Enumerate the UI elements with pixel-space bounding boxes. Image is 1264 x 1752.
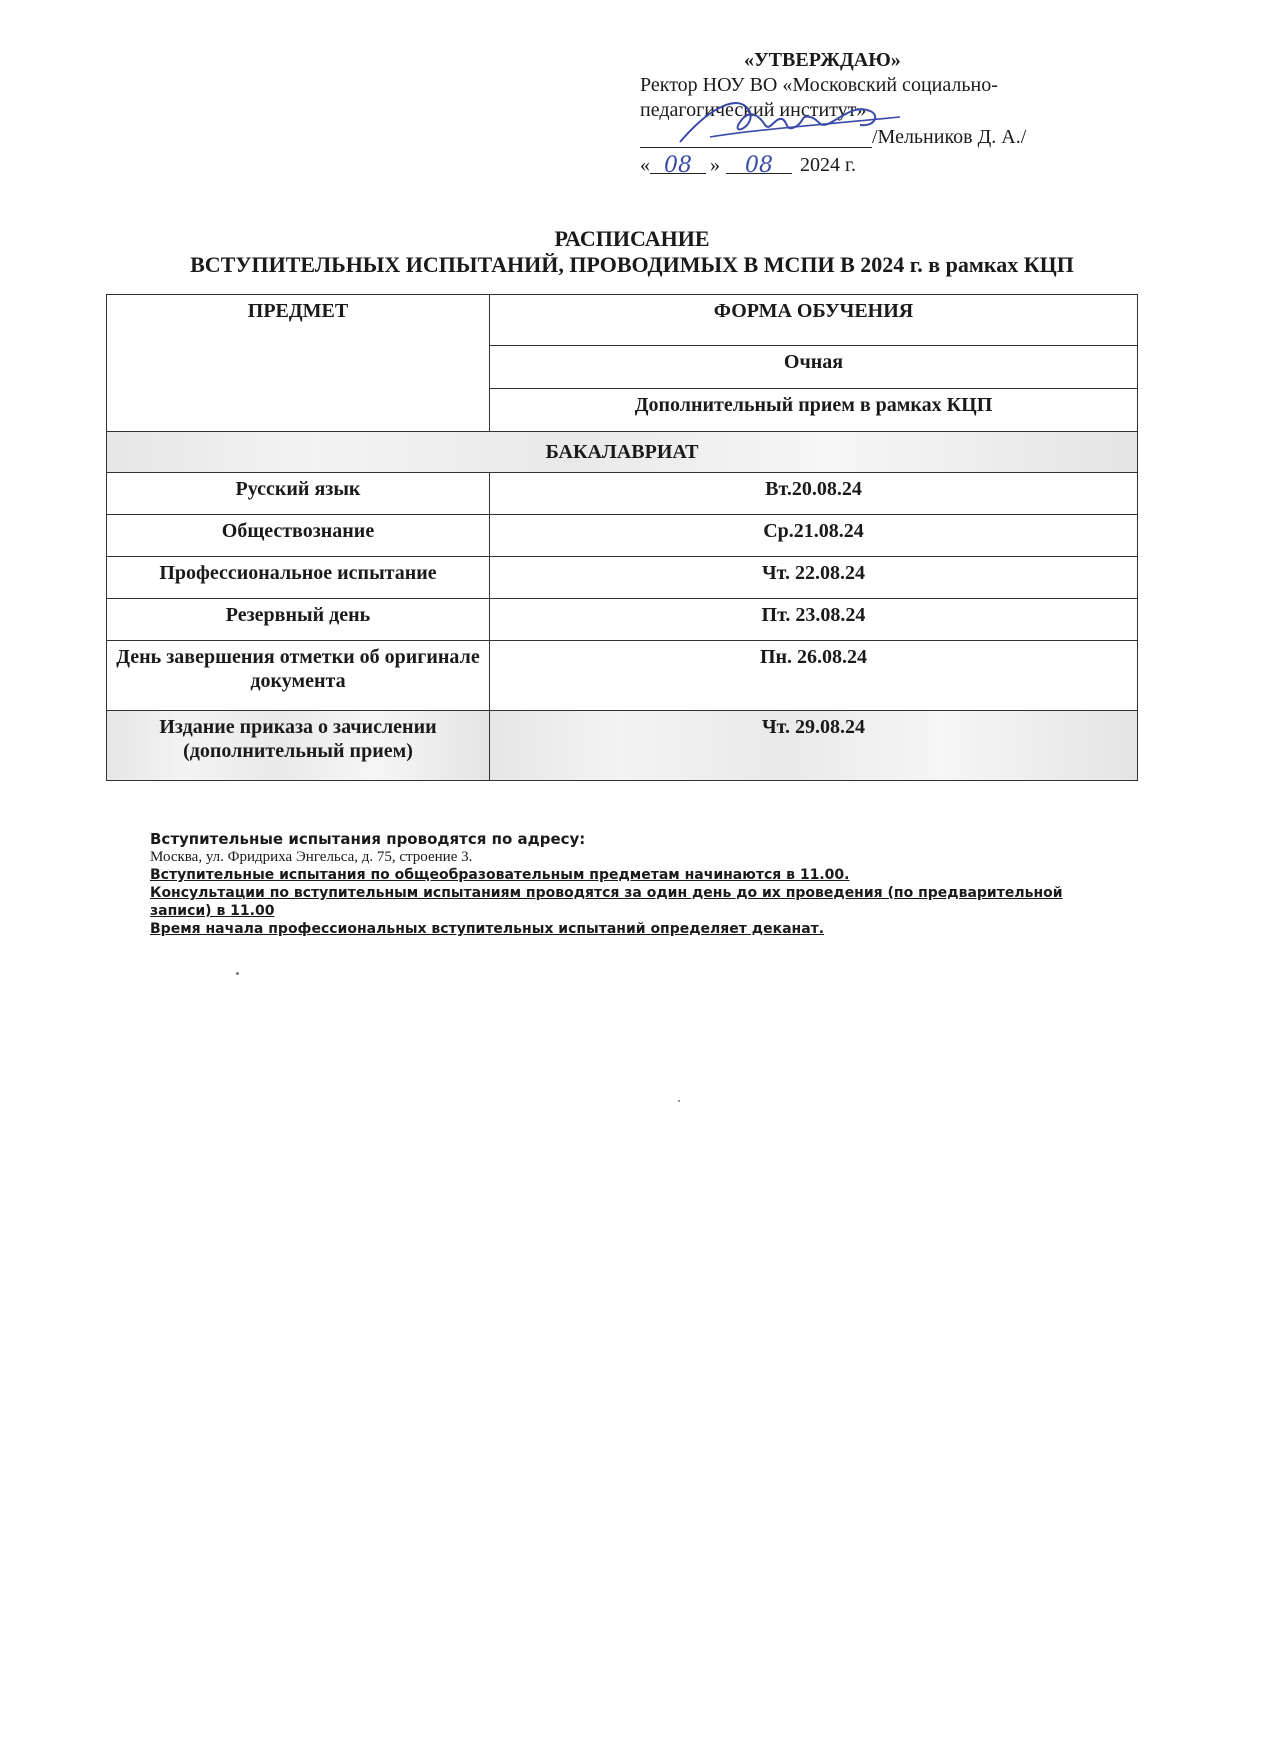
date-day: 08 <box>650 153 706 174</box>
note-start-time: Вступительные испытания по общеобразовательным предметам начинаются в 11.00. <box>150 867 850 883</box>
row-subject: Резервный день <box>107 599 490 641</box>
table-row <box>107 599 1138 641</box>
row-date: Пт. 23.08.24 <box>490 599 1138 641</box>
row-subject: Издание приказа о зачислении (дополнительный прием) <box>107 711 490 781</box>
form-header: ФОРМА ОБУЧЕНИЯ <box>490 295 1138 346</box>
note-professional-tests: Время начала профессиональных вступительных испытаний определяет деканат. <box>150 921 825 937</box>
approval-block <box>640 48 1080 179</box>
approval-institute-line: педагогический институт» <box>640 99 867 121</box>
row-date: Чт. 29.08.24 <box>490 711 1138 781</box>
date-year: 2024 г. <box>800 154 856 176</box>
signature-underline <box>640 147 872 148</box>
table-row <box>107 557 1138 599</box>
notes-block <box>150 830 1110 938</box>
address-label: Вступительные испытания проводятся по адресу: <box>150 830 586 848</box>
level-band: БАКАЛАВРИАТ <box>107 432 1138 473</box>
approval-title: «УТВЕРЖДАЮ» <box>744 49 901 71</box>
scan-speck <box>236 972 239 975</box>
scan-speck <box>678 1100 680 1102</box>
row-subject: Обществознание <box>107 515 490 557</box>
subject-header: ПРЕДМЕТ <box>107 295 490 432</box>
row-date: Вт.20.08.24 <box>490 473 1138 515</box>
date-close-quote: » <box>710 154 720 176</box>
row-date: Чт. 22.08.24 <box>490 557 1138 599</box>
title-line-1: РАСПИСАНИЕ <box>554 226 710 251</box>
date-open-quote: « <box>640 154 650 176</box>
table-row <box>107 641 1138 711</box>
row-date: Пн. 26.08.24 <box>490 641 1138 711</box>
row-subject: День завершения отметки об оригинале документа <box>107 641 490 711</box>
approval-date <box>640 151 1080 179</box>
date-month: 08 <box>726 153 792 174</box>
note-consultations: Консультации по вступительным испытаниям проводятся за один день до их проведения (по предварительной записи) в 11.00 <box>150 885 1063 919</box>
approval-rector-line: Ректор НОУ ВО «Московский социально- <box>640 74 998 96</box>
row-subject: Русский язык <box>107 473 490 515</box>
admission-type: Дополнительный прием в рамках КЦП <box>490 389 1138 432</box>
title-line-2: ВСТУПИТЕЛЬНЫХ ИСПЫТАНИЙ, ПРОВОДИМЫХ В МСПИ В 2024 г. в рамках КЦП <box>190 252 1074 277</box>
address: Москва, ул. Фридриха Энгельса, д. 75, строение 3. <box>150 849 473 865</box>
row-subject: Профессиональное испытание <box>107 557 490 599</box>
signature-line <box>640 123 1080 151</box>
table-row <box>107 711 1138 781</box>
table-row <box>107 515 1138 557</box>
row-date: Ср.21.08.24 <box>490 515 1138 557</box>
schedule-table <box>106 294 1138 781</box>
form-type: Очная <box>490 346 1138 389</box>
table-row <box>107 473 1138 515</box>
signer-name: /Мельников Д. А./ <box>872 126 1027 148</box>
document-title <box>100 226 1164 278</box>
